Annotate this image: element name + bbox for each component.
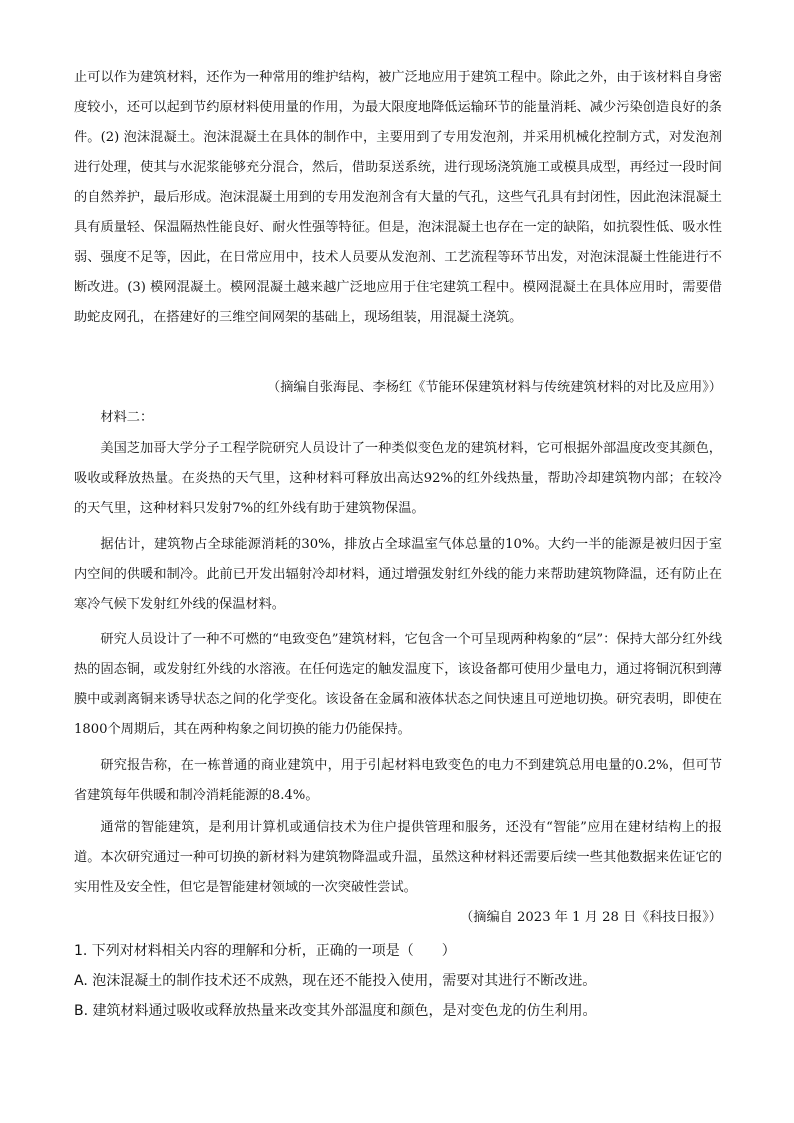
material2-paragraph-1: 美国芝加哥大学分子工程学院研究人员设计了一种类似变色龙的建筑材料，它可根据外部温度改变其颜色，吸收或释放热量。在炎热的天气里，这种材料可释放出高达92%的红外线热量，帮助冷却建筑物内部；在较冷的天气里，这种材料只发射7%的红外线有助于建筑物保温。 [74,441,722,516]
material2-paragraph-2: 据估计，建筑物占全球能源消耗的30%，排放占全球温室气体总量的10%。大约一半的能源是被归因于室内空间的供暖和制冷。此前已开发出辐射冷却材料，通过增强发射红外线的能力来帮助建筑物降温，还有防止在寒冷气候下发射红外线的保温材料。 [74,537,722,612]
material1-source: （摘编自张海昆、李杨红《节能环保建筑材料与传统建筑材料的对比及应用》） [267,380,722,395]
option-b: B. 建筑材料通过吸收或释放热量来改变其外部温度和颜色，是对变色龙的仿生利用。 [74,1003,597,1019]
material2-source: （摘编自 2023 年 1 月 28 日《科技日报》） [460,910,722,925]
material2-paragraph-5: 通常的智能建筑，是利用计算机或通信技术为住户提供管理和服务，还没有“智能”应用在建材结构上的报道。本次研究通过一种可切换的新材料为建筑物降温或升温，虽然这种材料还需要后续一些其他数据来佐证它的实用性及安全性，但它是智能建材领域的一次突破性尝试。 [74,820,722,895]
material2-paragraph-4: 研究报告称，在一栋普通的商业建筑中，用于引起材料电致变色的电力不到建筑总用电量的0.2%，但可节省建筑每年供暖和制冷消耗能源的8.4%。 [74,758,722,803]
question-stem: 1. 下列对材料相关内容的理解和分析，正确的一项是（ ） [74,943,456,959]
material2-heading: 材料二： [100,410,154,425]
material1-continuation: 止可以作为建筑材料，还作为一种常用的维护结构，被广泛地应用于建筑工程中。除此之外，由于该材料自身密度较小，还可以起到节约原材料使用量的作用，为最大限度地降低运输环节的能量消耗、减少污染创造良好的条件。(2) 泡沫混凝土。泡沫混凝土在具体的制作中，主要用到了专用发泡剂，并采用机械化控制方式，对发泡剂进行处理，使其与水泥浆能够充分混合，然后，借助泵送系统，进行现场浇筑施工或模具成型，再经过一段时间的自然养护，最后形成。泡沫混凝土用到的专用发泡剂含有大量的气孔，这些气孔具有封闭性，因此泡沫混凝土具有质量轻、保温隔热性能良好、耐火性强等特征。但是，泡沫混凝土也存在一定的缺陷，如抗裂性低、吸水性弱、强度不足等，因此，在日常应用中，技术人员要从发泡剂、工艺流程等环节出发，对泡沫混凝土性能进行不断改进。(3) 模网混凝土。模网混凝土越来越广泛地应用于住宅建筑工程中。模网混凝土在具体应用时，需要借助蛇皮网孔，在搭建好的三维空间网架的基础上，现场组装，用混凝土浇筑。 [74,70,722,325]
option-a: A. 泡沫混凝土的制作技术还不成熟，现在还不能投入使用，需要对其进行不断改进。 [74,973,597,989]
material2-paragraph-3: 研究人员设计了一种不可燃的“电致变色”建筑材料，它包含一个可呈现两种构象的“层”：保持大部分红外线热的固态铜，或发射红外线的水溶液。在任何选定的触发温度下，该设备都可使用少量电力，通过将铜沉积到薄膜中或剥离铜来诱导状态之间的化学变化。该设备在金属和液体状态之间快速且可逆地切换。研究表明，即使在1800个周期后，其在两种构象之间切换的能力仍能保持。 [74,632,722,737]
